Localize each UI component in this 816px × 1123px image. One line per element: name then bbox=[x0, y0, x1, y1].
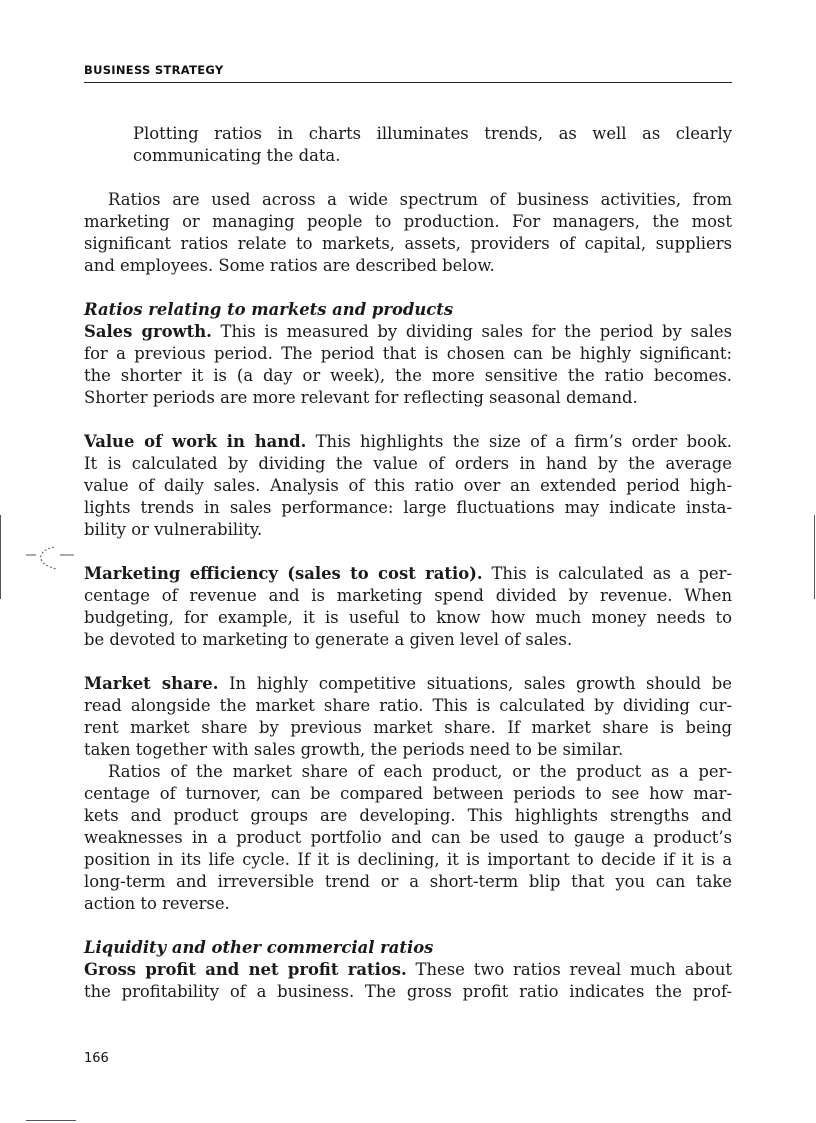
pull-quote bbox=[84, 123, 732, 167]
left-margin-mark bbox=[0, 515, 1, 599]
text-line bbox=[84, 959, 732, 981]
text-span: In highly competitive situations, sales growth should be bbox=[218, 674, 732, 693]
quote-line: communicating the data. bbox=[133, 146, 341, 165]
text-line: the profitability of a business. The gross profit ratio indicates the prof- bbox=[84, 982, 732, 1001]
text-line: read alongside the market share ratio. This is calculated by dividing cur- bbox=[84, 696, 732, 715]
text-line: Ratios of the market share of each product, or the product as a per- bbox=[108, 762, 732, 781]
text-span: These two ratios reveal much about bbox=[406, 960, 732, 979]
text-span: This highlights the size of a firm’s order book. bbox=[306, 432, 733, 451]
header-rule bbox=[84, 82, 732, 83]
text-line: bility or vulnerability. bbox=[84, 520, 263, 539]
text-span: This is measured by dividing sales for the period by sales bbox=[211, 322, 732, 341]
text-line: centage of revenue and is marketing spend divided by revenue. When bbox=[84, 586, 732, 605]
term-market-share: Market share. bbox=[84, 674, 219, 693]
section-heading-markets: Ratios relating to markets and products bbox=[84, 300, 454, 319]
intro-paragraph bbox=[84, 189, 732, 277]
text-line: significant ratios relate to markets, assets, providers of capital, suppliers bbox=[84, 234, 732, 253]
text-span: This is calculated as a per- bbox=[482, 564, 732, 583]
quote-line: Plotting ratios in charts illuminates trends, as well as clearly bbox=[133, 124, 732, 143]
text-line: centage of turnover, can be compared between periods to see how mar- bbox=[84, 784, 732, 803]
text-line: action to reverse. bbox=[84, 894, 230, 913]
market-share-continued-paragraph bbox=[84, 761, 732, 915]
text-line: rent market share by previous market share. If market share is being bbox=[84, 718, 732, 737]
right-margin-mark bbox=[814, 515, 815, 599]
term-work-in-hand: Value of work in hand. bbox=[84, 432, 307, 451]
text-line: value of daily sales. Analysis of this ratio over an extended period high- bbox=[84, 476, 732, 495]
text-line: position in its life cycle. If it is declining, it is important to decide if it is a bbox=[84, 850, 732, 869]
text-line: the shorter it is (a day or week), the more sensitive the ratio becomes. bbox=[84, 366, 732, 385]
text-line bbox=[84, 563, 732, 585]
text-line: taken together with sales growth, the periods need to be similar. bbox=[84, 740, 624, 759]
text-line: long-term and irreversible trend or a short-term blip that you can take bbox=[84, 872, 732, 891]
text-line bbox=[84, 673, 732, 695]
text-line: for a previous period. The period that is chosen can be highly significant: bbox=[84, 344, 732, 363]
text-line: and employees. Some ratios are described below. bbox=[84, 256, 495, 275]
text-line: It is calculated by dividing the value of orders in hand by the average bbox=[84, 454, 732, 473]
profit-ratios-paragraph bbox=[84, 959, 732, 1003]
text-line: weaknesses in a product portfolio and can be used to gauge a product’s bbox=[84, 828, 732, 847]
section-heading-liquidity: Liquidity and other commercial ratios bbox=[84, 938, 434, 957]
work-in-hand-paragraph bbox=[84, 431, 732, 541]
crop-mark bbox=[26, 1120, 76, 1121]
text-line: be devoted to marketing to generate a given level of sales. bbox=[84, 630, 573, 649]
page-number: 166 bbox=[84, 1051, 109, 1066]
term-sales-growth: Sales growth. bbox=[84, 322, 212, 341]
text-line bbox=[84, 321, 732, 343]
text-line bbox=[84, 431, 732, 453]
page-body bbox=[84, 123, 732, 1003]
text-line: marketing or managing people to production. For managers, the most bbox=[84, 212, 732, 231]
text-line: Shorter periods are more relevant for reflecting seasonal demand. bbox=[84, 388, 638, 407]
text-line: kets and product groups are developing. This highlights strengths and bbox=[84, 806, 732, 825]
registration-mark-icon bbox=[24, 545, 78, 575]
marketing-efficiency-paragraph bbox=[84, 563, 732, 651]
sales-growth-paragraph bbox=[84, 321, 732, 409]
text-line: budgeting, for example, it is useful to know how much money needs to bbox=[84, 608, 732, 627]
term-profit-ratios: Gross profit and net profit ratios. bbox=[84, 960, 407, 979]
text-line: Ratios are used across a wide spectrum of business activities, from bbox=[108, 190, 732, 209]
running-head: BUSINESS STRATEGY bbox=[84, 63, 224, 77]
term-marketing-efficiency: Marketing efficiency (sales to cost ratio). bbox=[84, 564, 483, 583]
text-line: lights trends in sales performance: large fluctuations may indicate insta- bbox=[84, 498, 732, 517]
market-share-paragraph bbox=[84, 673, 732, 761]
